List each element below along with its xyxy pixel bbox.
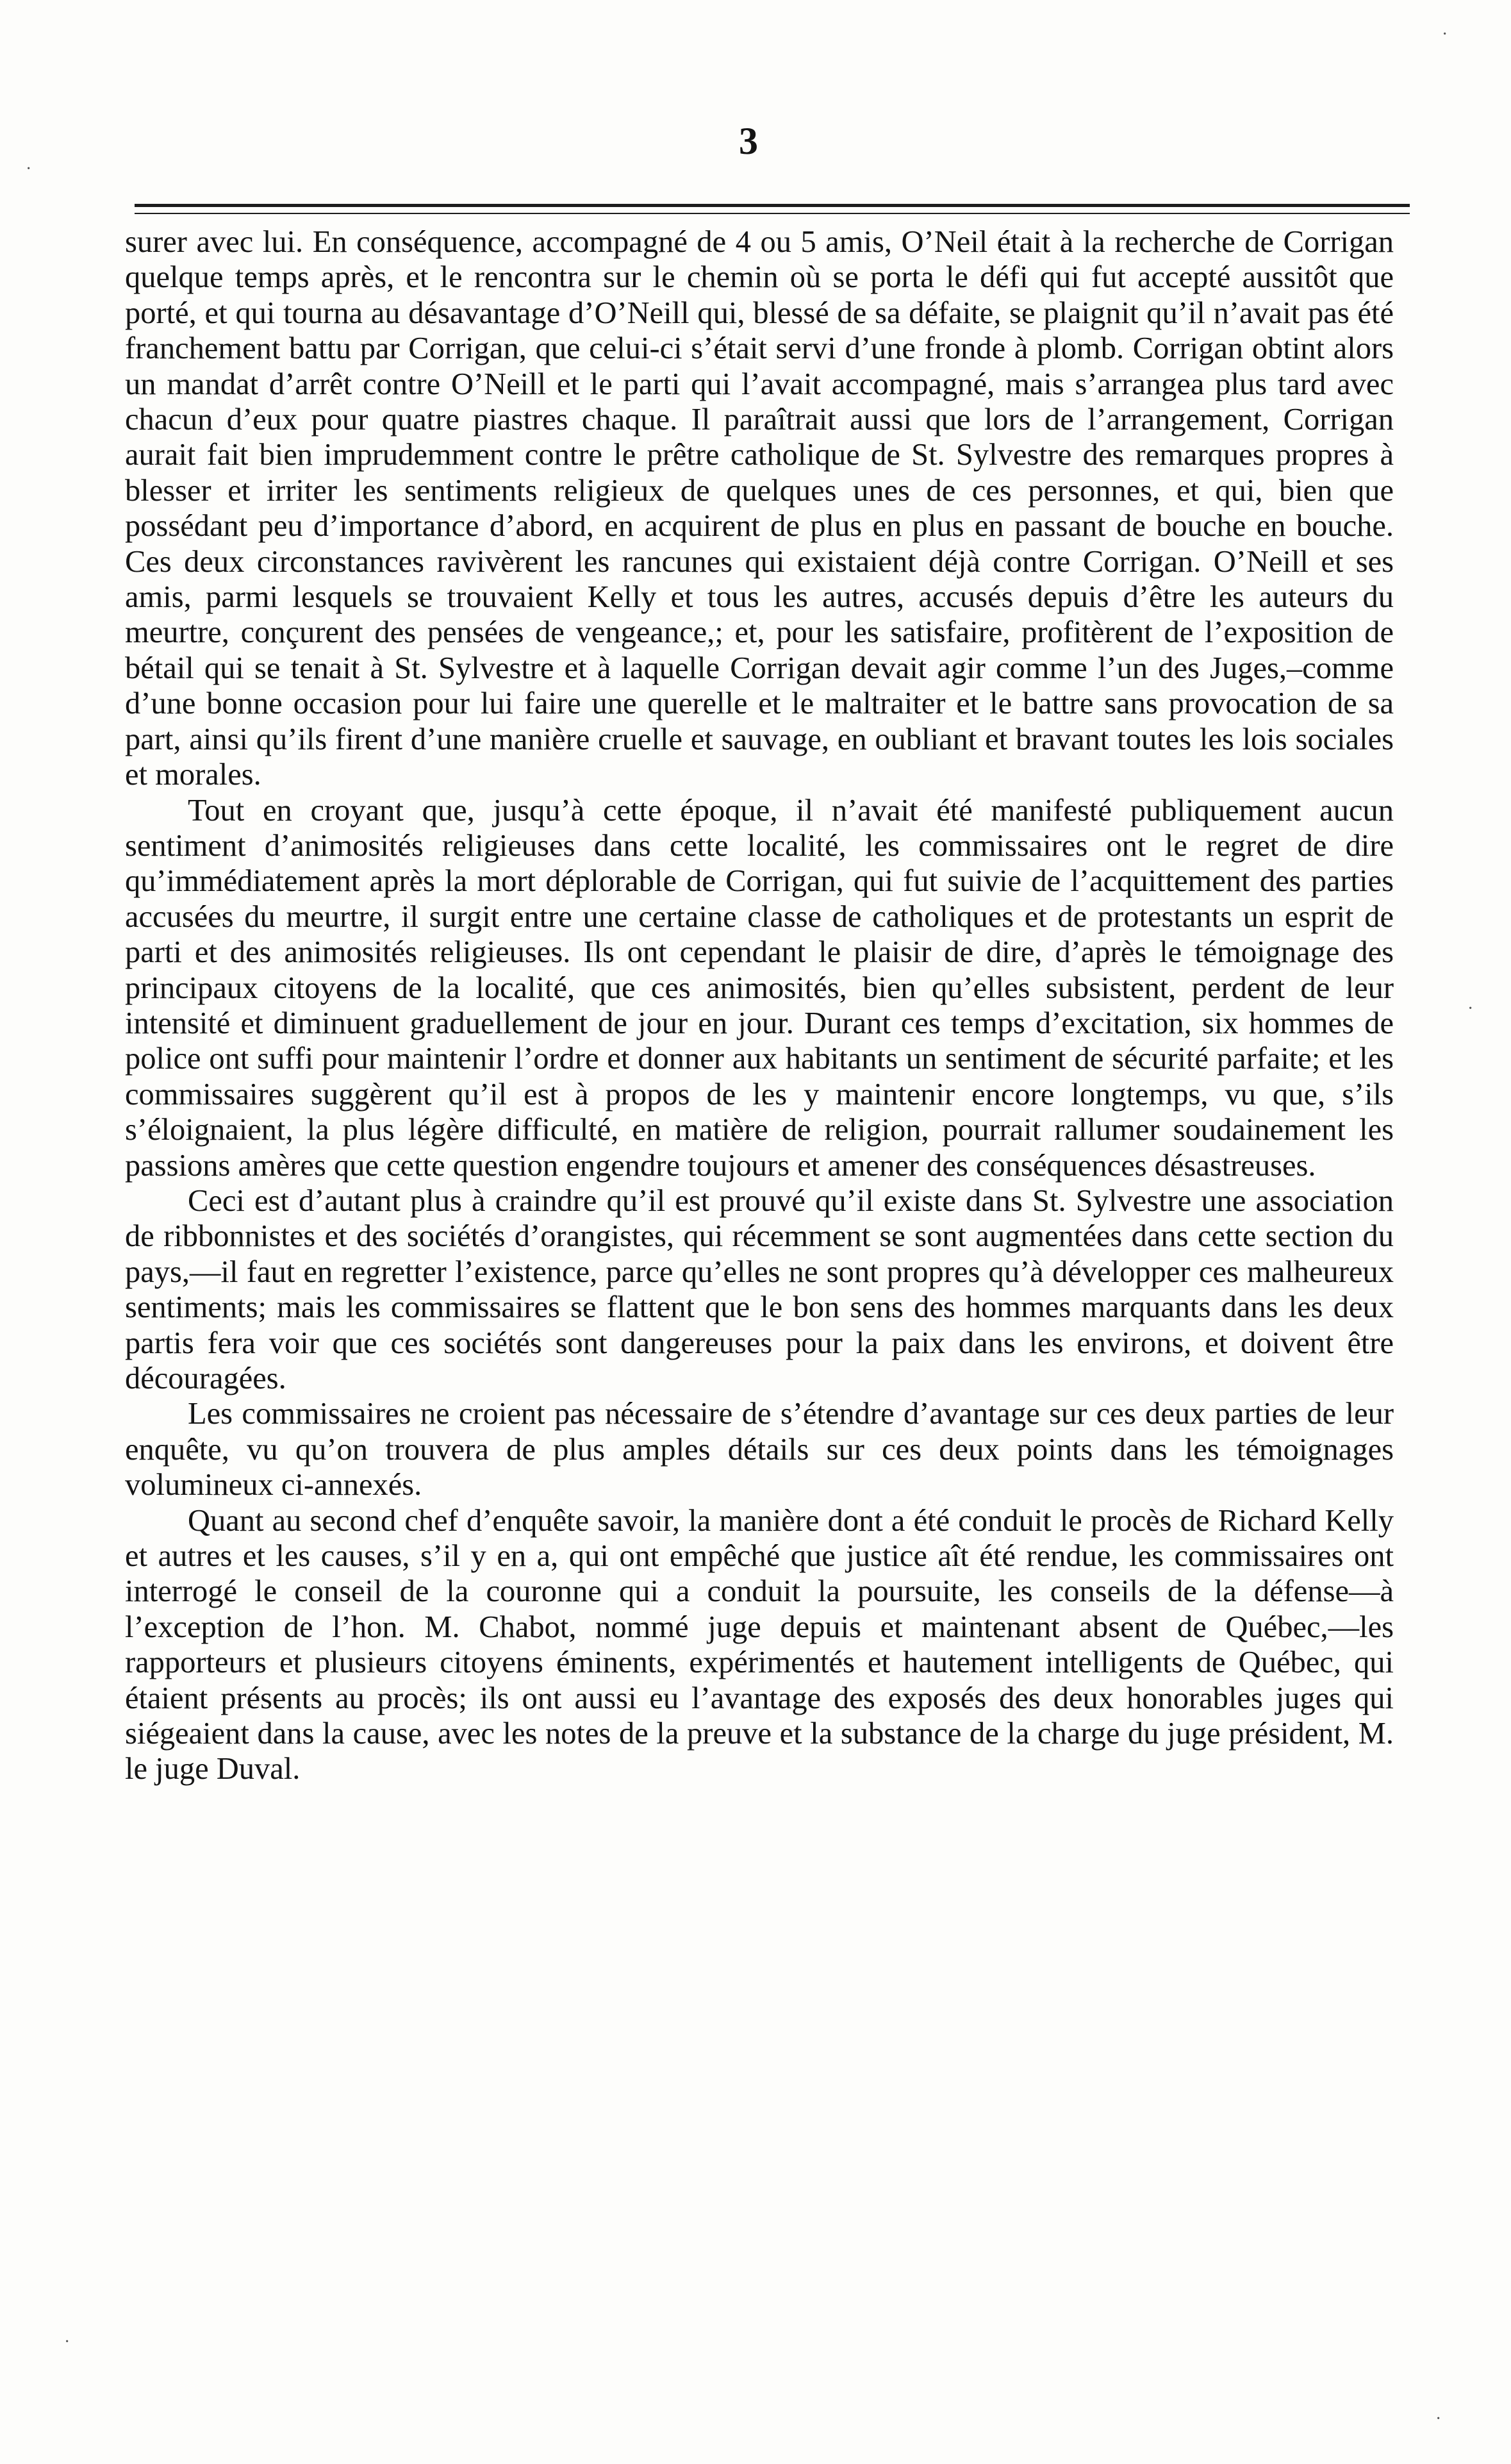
header-rule-thin [135, 213, 1410, 214]
header-rule-thick [135, 204, 1410, 207]
scan-speck: · [1442, 24, 1448, 44]
scan-speck: · [26, 159, 32, 179]
paragraph-inquiry-parts: Les commissaires ne croient pas nécessaire de s’étendre d’avantage sur ces deux parties de leur enquête, vu qu’on trouvera de plus amples détails sur ces deux points dans les témoignages volumineux ci-annexés. [125, 1397, 1394, 1503]
paragraph-continuation: surer avec lui. En conséquence, accompagné de 4 ou 5 amis, O’Neil était à la recherche de Corrigan quelque temps après, et le rencontra sur le chemin où se porta le défi qui fut accepté aussitôt que porté, et qui tourna au désavantage d’O’Neill qui, blessé de sa défaite, se plaignit qu’il n’avait pas été franchement battu par Corrigan, que celui-ci s’était servi d’une fronde à plomb. Corrigan obtint alors un mandat d’arrêt contre O’Neill et le parti qui l’avait accompagné, mais s’arrangea plus tard avec chacun d’eux pour quatre piastres chaque. Il paraîtrait aussi que lors de l’arrangement, Corrigan aurait fait bien imprudemment contre le prêtre catholique de St. Sylvestre des remarques propres à blesser et irriter les sentiments religieux de quelques unes de ces personnes, et qui, bien que possédant peu d’importance d’abord, en acquirent de plus en plus en passant de bouche en bouche. Ces deux circonstances ravivèrent les rancunes qui existaient déjà contre Corrigan. O’Neill et ses amis, parmi lesquels se trouvaient Kelly et tous les autres, accusés depuis d’être les auteurs du meurtre, conçurent des pensées de vengeance,; et, pour les satisfaire, profitèrent de l’exposition de bétail qui se tenait à St. Sylvestre et à laquelle Corrigan devait agir comme l’un des Juges,–comme d’une bonne occasion pour lui faire une querelle et le maltraiter et le battre sans provocation de sa part, ainsi qu’ils firent d’une manière cruelle et sauvage, en oubliant et bravant toutes les lois sociales et morales. [125, 225, 1394, 792]
body-text [125, 224, 1394, 1787]
paragraph-second-head: Quant au second chef d’enquête savoir, la manière dont a été conduit le procès de Richard Kelly et autres et les causes, s’il y en a, qui ont empêché que justice aît été rendue, les commissaires ont interrogé le conseil de la couronne qui a conduit la poursuite, les conseils de la défense—à l’exception de l’hon. M. Chabot, nommé juge depuis et maintenant absent de Québec,—les rapporteurs et plusieurs citoyens éminents, expérimentés et hautement intelligents de Québec, qui étaient présents au procès; ils ont aussi eu l’avantage des exposés des deux honorables juges qui siégeaient dans la cause, avec les notes de la preuve et la substance de la charge du juge président, M. le juge Duval. [125, 1503, 1394, 1786]
paragraph-religious-animosities: Tout en croyant que, jusqu’à cette époque, il n’avait été manifesté publiquement aucun sentiment d’animosités religieuses dans cette localité, les commissaires ont le regret de dire qu’immédiatement après la mort déplorable de Corrigan, qui fut suivie de l’acquittement des parties accusées du meurtre, il surgit entre une certaine classe de catholiques et de protestants un esprit de parti et des animosités religieuses. Ils ont cependant le plaisir de dire, d’après le témoignage des principaux citoyens de la localité, que ces animosités, bien qu’elles subsistent, perdent de leur intensité et diminuent graduellement de jour en jour. Durant ces temps d’excitation, six hommes de police ont suffi pour maintenir l’ordre et donner aux habitants un sentiment de sécurité parfaite; et les commissaires suggèrent qu’il est à propos de les y maintenir encore longtemps, vu que, s’ils s’éloignaient, la plus légère difficulté, en matière de religion, pourrait rallumer soudainement les passions amères que cette question engendre toujours et amener des conséquences désastreuses. [125, 793, 1394, 1183]
scan-speck: · [1435, 2409, 1442, 2429]
scan-speck: · [1467, 999, 1474, 1019]
paragraph-societies: Ceci est d’autant plus à craindre qu’il est prouvé qu’il existe dans St. Sylvestre une association de ribbonnistes et des sociétés d’orangistes, qui récemment se sont augmentées dans cette section du pays,—il faut en regretter l’existence, parce qu’elles ne sont propres qu’à développer ces malheureux sentiments; mais les commissaires se flattent que le bon sens des hommes marquants dans les deux partis fera voir que ces sociétés sont dangereuses pour la paix dans les environs, et doivent être découragées. [125, 1183, 1394, 1395]
scan-speck: · [64, 2332, 70, 2352]
page-number: 3 [739, 120, 758, 162]
